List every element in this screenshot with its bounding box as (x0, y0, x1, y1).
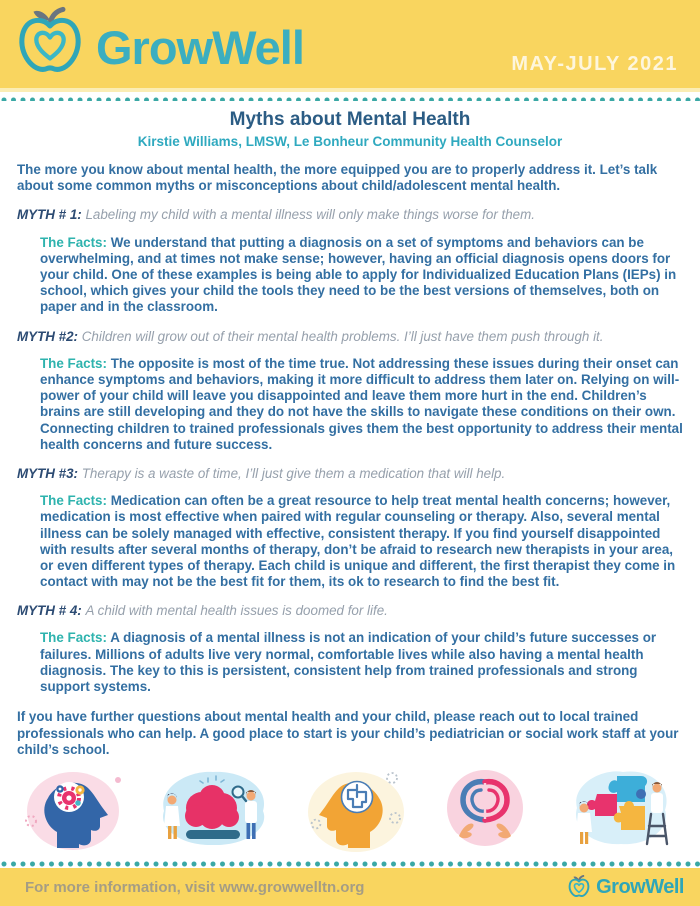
footer-growwell-logo (567, 874, 684, 901)
footer-banner (0, 868, 700, 906)
myth-label: MYTH # 1: (17, 207, 82, 223)
myth-heading (17, 329, 683, 345)
facts-text: We understand that putting a diagnosis on a set of symptoms and behaviors can be overwhelming, and at times not make sense; however, having an official diagnosis opens doors for your child. One of these examples is being able to apply for Individualized Education Plans (IEPs) in school, which gives your child the tools they need to be the best versions of themselves, both on paper and in the classroom. (40, 234, 677, 315)
myth-heading (17, 207, 683, 223)
header-banner (0, 0, 700, 88)
myth-claim: Therapy is a waste of time, I’ll just give them a medication that will help. (81, 466, 506, 481)
facts-label: The Facts: (40, 355, 107, 371)
apple-logo-icon (14, 4, 86, 84)
puzzle-head-teamwork-illustration-icon (557, 766, 679, 852)
article-body (0, 101, 700, 860)
apple-logo-icon (567, 874, 591, 901)
myth-claim: Children will grow out of their mental health problems. I’ll just have them push through it. (81, 328, 604, 344)
myth-section-4 (17, 603, 683, 695)
facts-text: A diagnosis of a mental illness is not an indication of your child’s future successes or failures. Millions of adults live very normal, comfortable lives while also having a mental health diagnosis. The key to this is persistent, consistent help from trained professionals and strong support systems. (40, 630, 657, 695)
closing-paragraph: If you have further questions about mental health and your child, please reach out to local trained professionals who can help. A good place to start is your child’s pediatrician or social work staff at your child’s school. (17, 709, 679, 757)
page-title: Myths about Mental Health (229, 109, 471, 130)
growwell-logo (14, 4, 304, 84)
facts-paragraph (17, 356, 683, 453)
facts-paragraph (17, 630, 683, 695)
head-with-maze-brain-illustration-icon (300, 766, 412, 852)
footer-brand-name: GrowWell (596, 875, 684, 898)
hands-holding-tangled-brain-illustration-icon (437, 766, 533, 852)
illustration-row (17, 764, 683, 852)
myth-heading (17, 466, 683, 482)
facts-paragraph (17, 493, 683, 590)
author-byline: Kirstie Williams, LMSW, Le Bonheur Community Health Counselor (137, 134, 563, 149)
myth-label: MYTH #2: (17, 328, 79, 344)
footer-info-text: For more information, visit www.growwelltn.org (25, 878, 365, 896)
myth-claim: Labeling my child with a mental illness will only make things worse for them. (85, 207, 535, 223)
myth-label: MYTH #3: (17, 466, 79, 481)
issue-date: MAY-JULY 2021 (511, 53, 678, 75)
facts-text: The opposite is most of the time true. Not addressing these issues during their onset can enhance symptoms and behaviors, making it more difficult to address them later on. Relying on will-power of your child will leave you disappointed and leave them more hurt in the end. Children’s brains are still developing and they do not have the skills to navigate these conditions on their own. Connecting children to trained professionals gives them the best opportunity to address their mental health concerns and future success. (40, 355, 683, 452)
facts-label: The Facts: (40, 234, 107, 250)
brand-name: GrowWell (96, 20, 304, 74)
scientists-examining-brain-illustration-icon (150, 766, 276, 852)
dotted-divider-top (0, 88, 700, 101)
myth-section-1 (17, 207, 683, 315)
dotted-divider-bottom (0, 860, 700, 868)
myth-label: MYTH # 4: (17, 603, 82, 619)
head-with-gears-illustration-icon (21, 766, 125, 852)
myth-claim: A child with mental health issues is doomed for life. (85, 603, 388, 619)
intro-paragraph: The more you know about mental health, the more equipped you are to properly address it. Let’s talk about some common myths or misconceptions about child/adolescent mental health. (17, 162, 658, 194)
facts-paragraph (17, 235, 683, 316)
myth-heading (17, 603, 683, 619)
myth-section-2 (17, 329, 683, 453)
facts-text: Medication can often be a great resource to help treat mental health concerns; however, medication is most effective when paired with regular counseling or therapy. Also, several mental illness can be solely managed with effective, consistent therapy. If you find yourself disappointed with results after several months of therapy, don’t be afraid to research new therapists in your area, or even different types of therapy. Each child is unique and different, the first therapist they come in contact with may not be the best fit for them, its ok to research to find the best fit. (40, 493, 676, 590)
facts-label: The Facts: (40, 630, 107, 646)
facts-label: The Facts: (40, 493, 107, 509)
myth-section-3 (17, 466, 683, 590)
